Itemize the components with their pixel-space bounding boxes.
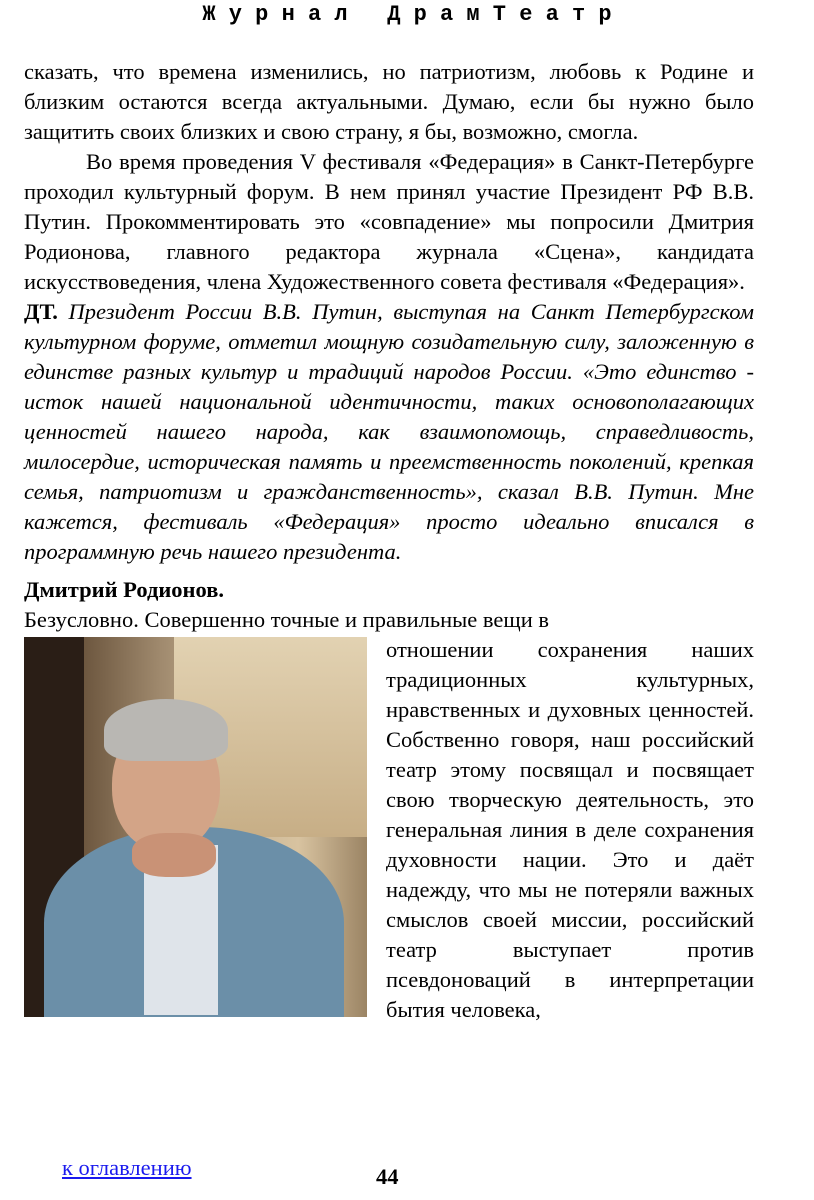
answer-body: отношении сохранения наших традиционных культурных, нравственных и духовных ценностей. Собственно говоря, наш российский театр этому посвящал и посвящает свою творческую деятельность, это генеральная линия в деле сохранения духовности нации. Это и даёт надежду, что мы не потеряли важных смыслов своей миссии, российский театр выступает против псевдоноваций в интерпретации бытия человека, <box>386 637 754 1022</box>
paragraph-1: сказать, что времена изменились, но патриотизм, любовь к Родине и близким остаются всегда актуальными. Думаю, если бы нужно было защитить своих близких и свою страну, я бы, возможно, смогла. <box>24 59 754 144</box>
table-of-contents-link[interactable]: к оглавлению <box>62 1155 192 1180</box>
photo-hair <box>104 699 228 761</box>
journal-header: Ж у р н а л Д р а м Т е а т р <box>202 2 612 27</box>
dt-question-text: Президент России В.В. Путин, выступая на Санкт Петербургском культурном форуме, отметил мощную созидательную силу, заложенную в единстве разных культур и традиций народов России. «Это единство - исток нашей национальной идентичности, таких основополагающих ценностей нашего народа, как взаимопомощь, справедливость, милосердие, историческая память и преемственность поколений, крепкая семья, патриотизм и гражданственность», сказал В.В. Путин. Мне кажется, фестиваль «Федерация» просто идеально вписался в программную речь нашего президента. <box>24 299 755 564</box>
answer-first-line: Безусловно. Совершенно точные и правильные вещи в <box>24 607 549 632</box>
page-number: 44 <box>376 1164 399 1189</box>
speaker-name: Дмитрий Родионов. <box>24 577 224 602</box>
paragraph-2: Во время проведения V фестиваля «Федерация» в Санкт-Петербурге проходил культурный форум. В нем принял участие Президент РФ В.В. Путин. Прокомментировать это «совпадение» мы попросили Дмитрия Родионова, главного редактора журнала «Сцена», кандидата искусствоведения, члена Художественного совета фестиваля «Федерация». <box>24 149 754 294</box>
dt-question <box>24 297 754 567</box>
dt-label: ДТ. <box>24 299 58 324</box>
photo-hand <box>132 833 216 877</box>
portrait-photo <box>24 637 367 1017</box>
article-body <box>24 57 754 1025</box>
